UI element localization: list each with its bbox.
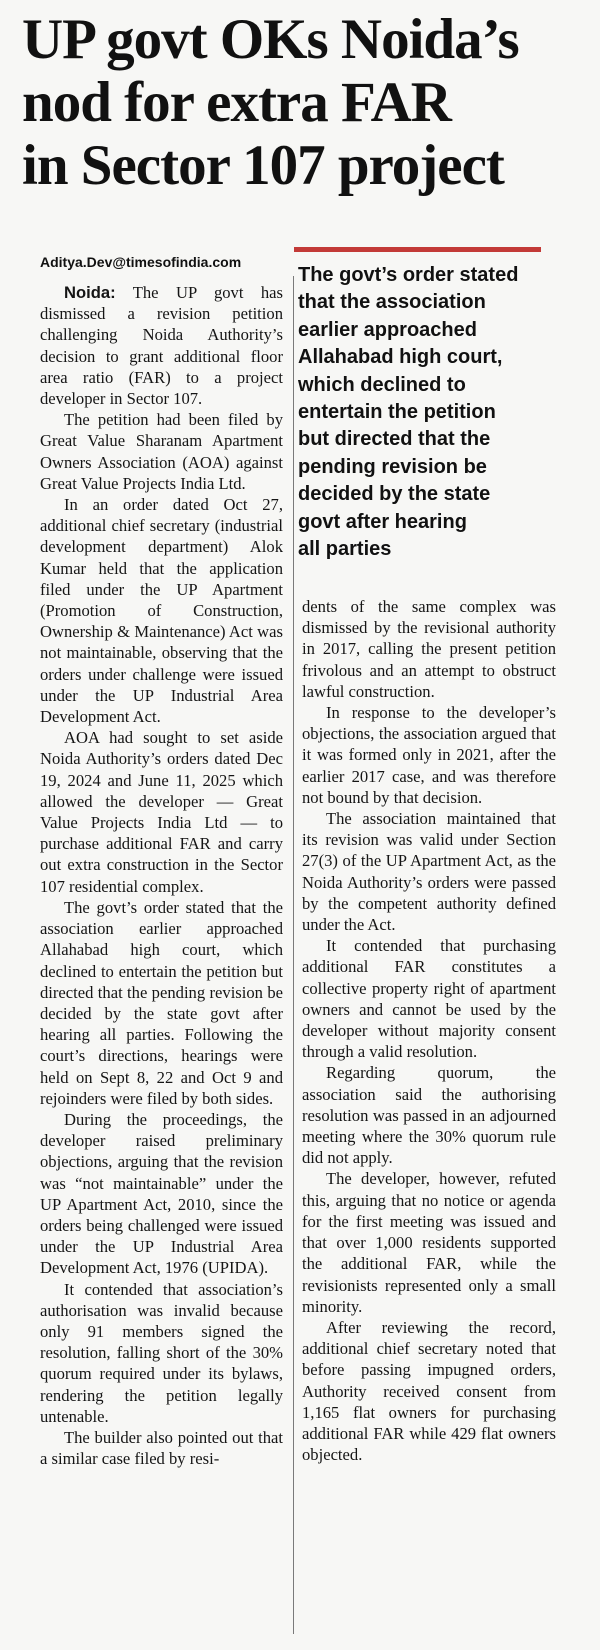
article-paragraph-text: The UP govt has dismissed a revision petition challenging Noida Authority’s decision to grant additional floor area ratio (FAR) to a project developer in Sector 107. bbox=[40, 283, 283, 409]
article-paragraph: It contended that association’s authorisation was invalid because only 91 members signed the resolution, falling short of the 30% quorum required under its bylaws, rendering the petition legally untenable. bbox=[40, 1279, 283, 1426]
pull-quote-line: The govt’s order stated bbox=[298, 264, 519, 286]
headline-line: nod for extra FAR bbox=[22, 71, 451, 134]
article-paragraph: The builder also pointed out that a similar case filed by resi- bbox=[40, 1427, 283, 1469]
article-paragraph: Regarding quorum, the association said the authorising resolution was passed in an adjourned meeting where the 30% quorum rule did not apply. bbox=[302, 1063, 556, 1168]
headline-line: UP govt OKs Noida’s bbox=[22, 8, 519, 71]
article-paragraph: AOA had sought to set aside Noida Authority’s orders dated Dec 19, 2024 and June 11, 2025 which allowed the developer — Great Value Projects India Ltd — to purchase additional FAR and carry out extra construction in the Sector 107 residential complex. bbox=[40, 728, 283, 896]
pull-quote-line: earlier approached bbox=[298, 318, 477, 341]
pull-quote-line: which declined to bbox=[298, 373, 466, 396]
article-paragraph bbox=[40, 282, 283, 409]
pull-quote-accent-rule bbox=[294, 247, 541, 252]
article-column-left bbox=[40, 282, 283, 1469]
headline bbox=[22, 8, 582, 197]
pull-quote-line: decided by the state bbox=[298, 483, 491, 506]
article-paragraph: In response to the developer’s objections, the association argued that it was formed only in 2021, after the earlier 2017 case, and was therefore not bound by that decision. bbox=[302, 703, 556, 807]
pull-quote-line: but directed that the bbox=[298, 428, 491, 451]
article-paragraph: The govt’s order stated that the association earlier approached Allahabad high court, which declined to entertain the petition but directed that the pending revision be decided by the state govt after hearing all parties. Following the court’s directions, hearings were held on Sept 8, 22 and Oct 9 and rejoinders were filed by both sides. bbox=[40, 897, 283, 1108]
article-paragraph: It contended that purchasing additional FAR constitutes a collective property right of apartment owners and cannot be used by the developer without majority consent through a valid resolution. bbox=[302, 936, 556, 1062]
pull-quote-line: govt after hearing bbox=[298, 510, 467, 533]
column-divider bbox=[293, 276, 294, 1634]
headline-line: in Sector 107 project bbox=[22, 134, 504, 197]
pull-quote bbox=[298, 262, 548, 563]
article-paragraph: After reviewing the record, additional chief secretary noted that before passing impugned orders, Authority received consent from 1,165 flat owners for purchasing additional FAR while 429 flat owners objected. bbox=[302, 1317, 556, 1465]
pull-quote-line: entertain the petition bbox=[298, 401, 496, 424]
article-paragraph: During the proceedings, the developer raised preliminary objections, arguing that the revision was “not maintainable” under the UP Apartment Act, 2010, since the orders being challenged were issued under the UP Industrial Area Development Act, 1976 (UPIDA). bbox=[40, 1109, 283, 1278]
byline: Aditya.Dev@timesofindia.com bbox=[40, 254, 242, 270]
article-paragraph: The association maintained that its revision was valid under Section 27(3) of the UP Apartment Act, as the Noida Authority’s orders were passed by the competent authority defined under the Act. bbox=[302, 809, 556, 935]
pull-quote-line: pending revision be bbox=[298, 455, 487, 478]
pull-quote-line: that the association bbox=[298, 291, 486, 314]
dateline: Noida: bbox=[64, 283, 116, 302]
article-paragraph: The developer, however, refuted this, arguing that no notice or agenda for the first meeting was issued and that over 1,000 residents supported the additional FAR, while the revisionists represented only a small minority. bbox=[302, 1169, 556, 1316]
article-paragraph: dents of the same complex was dismissed by the revisional authority in 2017, calling the present petition frivolous and an attempt to obstruct lawful construction. bbox=[302, 597, 556, 701]
pull-quote-line: all parties bbox=[298, 538, 392, 561]
article-paragraph: In an order dated Oct 27, additional chief secretary (industrial development department) Alok Kumar held that the application filed under the UP Apartment (Promotion of Construction, Ownership & Maintenance) Act was not maintainable, observing that the orders under challenge were issued under the UP Industrial Area Development Act. bbox=[40, 495, 283, 727]
article-paragraph: The petition had been filed by Great Value Sharanam Apartment Owners Association (AOA) against Great Value Projects India Ltd. bbox=[40, 410, 283, 493]
pull-quote-line: Allahabad high court, bbox=[298, 346, 503, 369]
article-column-right bbox=[302, 596, 556, 1465]
